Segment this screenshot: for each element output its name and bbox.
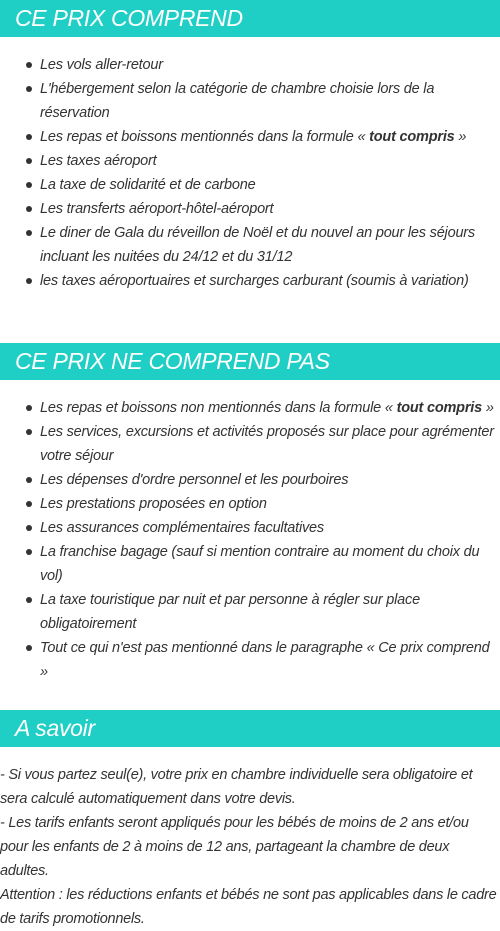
- section-header-a-savoir: [0, 710, 500, 747]
- a-savoir-body: [0, 763, 500, 931]
- list-item-text: Les repas et boissons mentionnés dans la formule «: [40, 129, 370, 145]
- list-item-emphasis: tout compris: [396, 400, 482, 416]
- section-header-includes: [0, 0, 500, 37]
- list-item: Les vols aller-retour: [0, 53, 500, 77]
- list-item: [0, 125, 500, 149]
- list-item: Les prestations proposées en option: [0, 492, 500, 516]
- list-item: Les assurances complémentaires facultatives: [0, 516, 500, 540]
- section-header-excludes: [0, 343, 500, 380]
- list-item-text: »: [454, 129, 467, 145]
- list-item: Les transferts aéroport-hôtel-aéroport: [0, 197, 500, 221]
- section-title-a-savoir: A savoir: [15, 715, 95, 741]
- list-item: Tout ce qui n'est pas mentionné dans le paragraphe « Ce prix comprend »: [0, 636, 500, 684]
- a-savoir-paragraph: Attention : les réductions enfants et bébés ne sont pas applicables dans le cadre de tarifs promotionnels.: [0, 887, 497, 927]
- section-title-includes: CE PRIX COMPREND: [15, 5, 243, 31]
- list-item: Les dépenses d'ordre personnel et les pourboires: [0, 468, 500, 492]
- a-savoir-paragraph: - Si vous partez seul(e), votre prix en chambre individuelle sera obligatoire et sera calculé automatiquement dans votre devis.: [0, 767, 473, 807]
- section-title-excludes: CE PRIX NE COMPREND PAS: [15, 348, 330, 374]
- list-item: La franchise bagage (sauf si mention contraire au moment du choix du vol): [0, 540, 500, 588]
- list-item-emphasis: tout compris: [369, 129, 455, 145]
- list-item: La taxe de solidarité et de carbone: [0, 173, 500, 197]
- list-item: Le diner de Gala du réveillon de Noël et du nouvel an pour les séjours incluant les nuitées du 24/12 et du 31/12: [0, 221, 500, 269]
- list-item: Les taxes aéroport: [0, 149, 500, 173]
- list-item: La taxe touristique par nuit et par personne à régler sur place obligatoirement: [0, 588, 500, 636]
- list-item: Les services, excursions et activités proposés sur place pour agrémenter votre séjour: [0, 420, 500, 468]
- list-item-text: Les repas et boissons non mentionnés dans la formule «: [40, 400, 397, 416]
- a-savoir-paragraph: - Les tarifs enfants seront appliqués pour les bébés de moins de 2 ans et/ou pour les enfants de 2 à moins de 12 ans, partageant la chambre de deux adultes.: [0, 815, 469, 879]
- excludes-list: [0, 396, 500, 684]
- includes-list: [0, 53, 500, 293]
- list-item: L'hébergement selon la catégorie de chambre choisie lors de la réservation: [0, 77, 500, 125]
- list-item: [0, 396, 500, 420]
- list-item: les taxes aéroportuaires et surcharges carburant (soumis à variation): [0, 269, 500, 293]
- list-item-text: »: [481, 400, 494, 416]
